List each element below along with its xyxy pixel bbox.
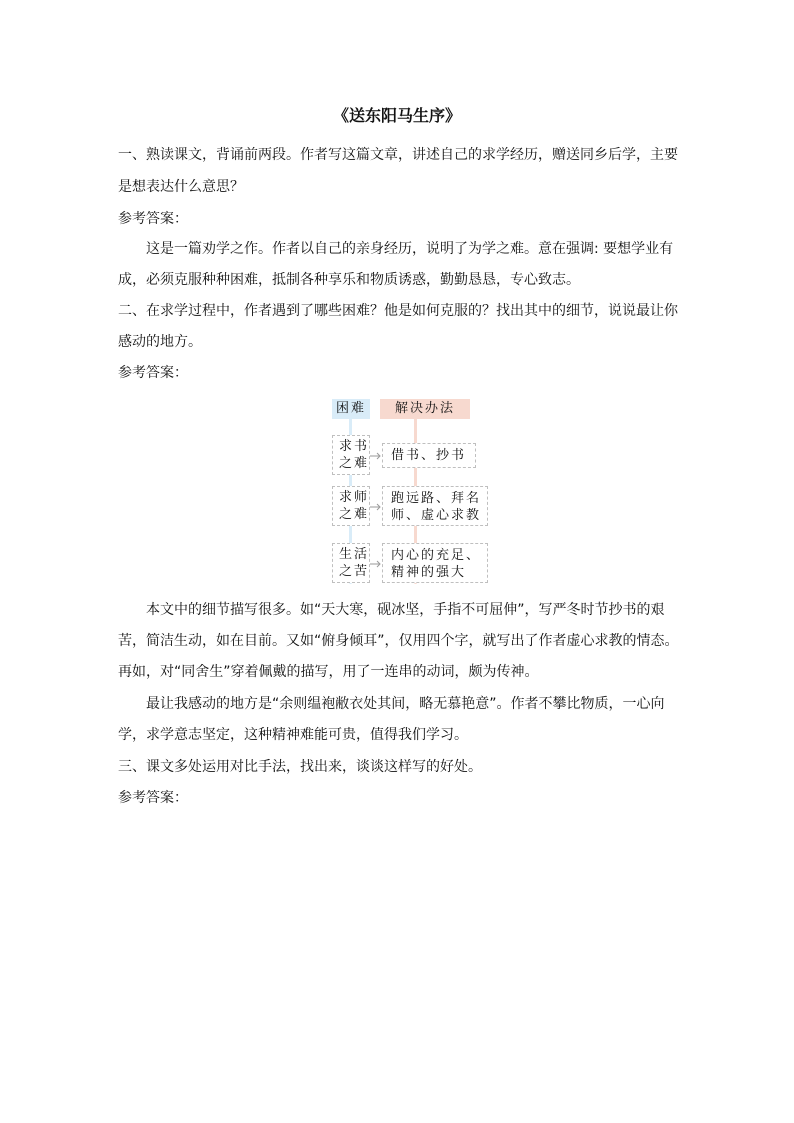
difficulty-2-line-2: 之难 xyxy=(339,507,370,522)
arrow-right-icon xyxy=(370,502,382,512)
solution-box-1 xyxy=(382,443,476,468)
difficulty-1-line-1: 求书 xyxy=(339,439,370,454)
answer-label-1: 参考答案： xyxy=(118,211,188,227)
difficulty-1-line-2: 之难 xyxy=(339,456,370,471)
answer-2-line-1: 本文中的细节描写很多。如“天大寒，砚冰坚，手指不可屈伸”，写严冬时节抄书的艰 xyxy=(146,602,665,618)
page-title: 《送东阳马生序》 xyxy=(332,106,461,125)
answer-label-2: 参考答案： xyxy=(118,365,188,381)
answer-1-line-1: 这是一篇劝学之作。作者以自己的亲身经历，说明了为学之难。意在强调: 要想学业有 xyxy=(146,241,674,257)
answer-2-line-5: 学，求学意志坚定，这种精神难能可贵，值得我们学习。 xyxy=(118,727,468,743)
answer-2-line-4: 最让我感动的地方是“余则缊袍敝衣处其间，略无慕艳意”。作者不攀比物质，一心向 xyxy=(146,696,665,712)
solution-3-line-1: 内心的充足、 xyxy=(391,548,482,563)
question-2-line-2: 感动的地方。 xyxy=(118,334,202,350)
question-1-line-2: 是想表达什么意思？ xyxy=(118,179,244,195)
answer-2-line-3: 再如，对“同舍生”穿着佩戴的描写，用了一连串的动词，颇为传神。 xyxy=(118,664,539,680)
difficulty-3-line-1: 生活 xyxy=(339,547,370,562)
solution-2-line-1: 跑远路、拜名 xyxy=(391,491,482,506)
difficulty-3-line-2: 之苦 xyxy=(339,564,370,579)
solution-1-line-1: 借书、抄书 xyxy=(391,448,467,463)
difficulty-2-line-1: 求师 xyxy=(339,490,370,505)
difficulty-box-1 xyxy=(332,435,370,475)
arrow-right-icon xyxy=(370,451,382,461)
question-2-line-1: 二、在求学过程中，作者遇到了哪些困难？他是如何克服的？找出其中的细节，说说最让你 xyxy=(118,303,678,319)
answer-label-3: 参考答案： xyxy=(118,790,188,806)
question-3-line-1: 三、课文多处运用对比手法，找出来，谈谈这样写的好处。 xyxy=(118,759,482,775)
question-1-line-1: 一、熟读课文，背诵前两段。作者写这篇文章，讲述自己的求学经历，赠送同乡后学，主要 xyxy=(118,147,678,163)
answer-1-line-2: 成，必须克服种种困难，抵制各种享乐和物质诱惑，勤勤恳恳，专心致志。 xyxy=(118,272,580,288)
solution-box-2 xyxy=(382,486,488,526)
header-solution: 解决办法 xyxy=(380,399,470,419)
header-difficulty: 困难 xyxy=(332,399,370,419)
arrow-right-icon xyxy=(370,559,382,569)
solution-2-line-2: 师、虚心求教 xyxy=(391,508,482,523)
answer-2-line-2: 苦，简洁生动，如在目前。又如“俯身倾耳”，仅用四个字，就写出了作者虚心求教的情态。 xyxy=(118,633,679,649)
difficulty-solution-diagram xyxy=(330,396,490,586)
difficulty-box-3 xyxy=(332,543,370,583)
solution-3-line-2: 精神的强大 xyxy=(391,565,467,580)
solution-box-3 xyxy=(382,543,488,583)
difficulty-box-2 xyxy=(332,486,370,526)
